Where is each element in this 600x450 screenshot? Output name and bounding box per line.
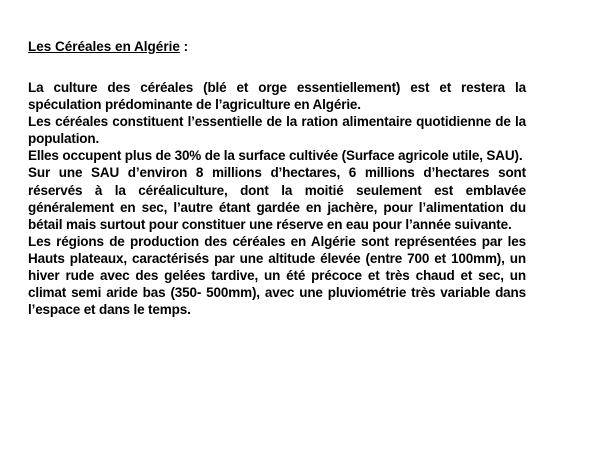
paragraph-regions: Les régions de production des céréales en Algérie sont représentées par les Hauts plateaux, caractérisés par une altitude élevée (entre 700 et 100mm), un hiver rude avec des gelées tardive, un été précoce et très chaud et sec, un climat semi aride bas (350- 500mm), avec une pluviométrie très variable dans l’espace et dans le temps.	[28, 233, 526, 318]
paragraph-sau: Sur une SAU d’environ 8 millions d’hectares, 6 millions d’hectares sont réservés à la céréaliculture, dont la moitié seulement est emblavée généralement en sec, l’autre étant gardée en jachère, pour l’alimentation du bétail mais surtout pour constituer une réserve en eau pour l’année suivante.	[28, 165, 526, 232]
document-title-line	[28, 39, 188, 55]
document-title: Les Céréales en Algérie	[28, 39, 180, 54]
paragraph-intro: La culture des céréales (blé et orge essentiellement) est et restera la spéculation prédominante de l’agriculture en Algérie.	[28, 80, 526, 113]
document-body	[28, 79, 526, 318]
document-title-colon: :	[179, 39, 189, 54]
paragraph-surface: Elles occupent plus de 30% de la surface cultivée (Surface agricole utile, SAU).	[28, 148, 523, 164]
paragraph-ration: Les céréales constituent l’essentielle de la ration alimentaire quotidienne de la population.	[28, 114, 526, 147]
